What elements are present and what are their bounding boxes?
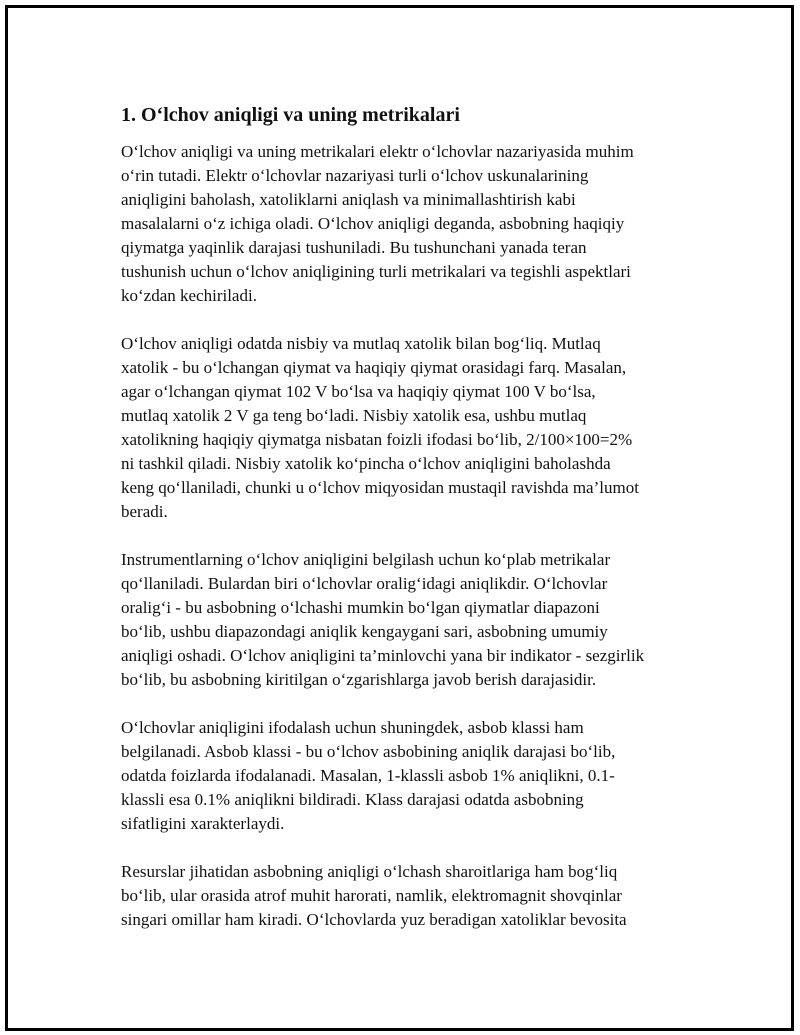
paragraph-line: masalalarni o‘z ichiga oladi. O‘lchov aniqligi deganda, asbobning haqiqiy (121, 214, 625, 233)
paragraph-line: bo‘lib, ular orasida atrof muhit harorati, namlik, elektromagnit shovqinlar (121, 886, 622, 905)
document-body (121, 102, 701, 956)
paragraph-line: O‘lchov aniqligi odatda nisbiy va mutlaq xatolik bilan bog‘liq. Mutlaq (121, 334, 601, 353)
paragraph-line: mutlaq xatolik 2 V ga teng bo‘ladi. Nisbiy xatolik esa, ushbu mutlaq (121, 406, 587, 425)
paragraph-line: keng qo‘llaniladi, chunki u o‘lchov miqyosidan mustaqil ravishda ma’lumot (121, 478, 639, 497)
paragraph-line: belgilanadi. Asbob klassi - bu o‘lchov asbobining aniqlik darajasi bo‘lib, (121, 742, 616, 761)
paragraph-line: O‘lchov aniqligi va uning metrikalari elektr o‘lchovlar nazariyasida muhim (121, 142, 634, 161)
paragraph-line: agar o‘lchangan qiymat 102 V bo‘lsa va haqiqiy qiymat 100 V bo‘lsa, (121, 382, 596, 401)
paragraph-line: ko‘zdan kechiriladi. (121, 286, 257, 305)
paragraph-2 (121, 332, 701, 524)
paragraph-line: klassli esa 0.1% aniqlikni bildiradi. Klass darajasi odatda asbobning (121, 790, 584, 809)
paragraph-line: oralig‘i - bu asbobning o‘lchashi mumkin bo‘lgan qiymatlar diapazoni (121, 598, 600, 617)
paragraph-line: Resurslar jihatidan asbobning aniqligi o‘lchash sharoitlariga ham bog‘liq (121, 862, 618, 881)
paragraph-line: o‘rin tutadi. Elektr o‘lchovlar nazariyasi turli o‘lchov uskunalarining (121, 166, 589, 185)
paragraph-line: bo‘lib, bu asbobning kiritilgan o‘zgarishlarga javob berish darajasidir. (121, 670, 597, 689)
paragraph-1 (121, 140, 701, 308)
page-border (5, 5, 794, 1031)
paragraph-line: singari omillar ham kiradi. O‘lchovlarda yuz beradigan xatoliklar bevosita (121, 910, 627, 929)
paragraph-line: sifatligini xarakterlaydi. (121, 814, 285, 833)
paragraph-line: tushunish uchun o‘lchov aniqligining turli metrikalari va tegishli aspektlari (121, 262, 631, 281)
paragraph-line: O‘lchovlar aniqligini ifodalash uchun shuningdek, asbob klassi ham (121, 718, 584, 737)
paragraph-3 (121, 548, 701, 692)
paragraph-line: aniqligini baholash, xatoliklarni aniqlash va minimallashtirish kabi (121, 190, 576, 209)
paragraph-4 (121, 716, 701, 836)
paragraph-line: bo‘lib, ushbu diapazondagi aniqlik kengaygani sari, asbobning umumiy (121, 622, 608, 641)
paragraph-5 (121, 860, 701, 932)
paragraph-line: qo‘llaniladi. Bulardan biri o‘lchovlar oralig‘idagi aniqlikdir. O‘lchovlar (121, 574, 608, 593)
paragraph-line: aniqligi oshadi. O‘lchov aniqligini ta’minlovchi yana bir indikator - sezgirlik (121, 646, 645, 665)
paragraph-line: ni tashkil qiladi. Nisbiy xatolik ko‘pincha o‘lchov aniqligini baholashda (121, 454, 611, 473)
section-title: 1. O‘lchov aniqligi va uning metrikalari (121, 104, 460, 126)
paragraph-line: Instrumentlarning o‘lchov aniqligini belgilash uchun ko‘plab metrikalar (121, 550, 611, 569)
paragraph-line: odatda foizlarda ifodalanadi. Masalan, 1-klassli asbob 1% aniqlikni, 0.1- (121, 766, 615, 785)
paragraph-line: xatolik - bu o‘lchangan qiymat va haqiqiy qiymat orasidagi farq. Masalan, (121, 358, 627, 377)
paragraph-line: xatolikning haqiqiy qiymatga nisbatan foizli ifodasi bo‘lib, 2/100×100=2% (121, 430, 633, 449)
paragraph-line: beradi. (121, 502, 168, 521)
paragraph-line: qiymatga yaqinlik darajasi tushuniladi. Bu tushunchani yanada teran (121, 238, 587, 257)
